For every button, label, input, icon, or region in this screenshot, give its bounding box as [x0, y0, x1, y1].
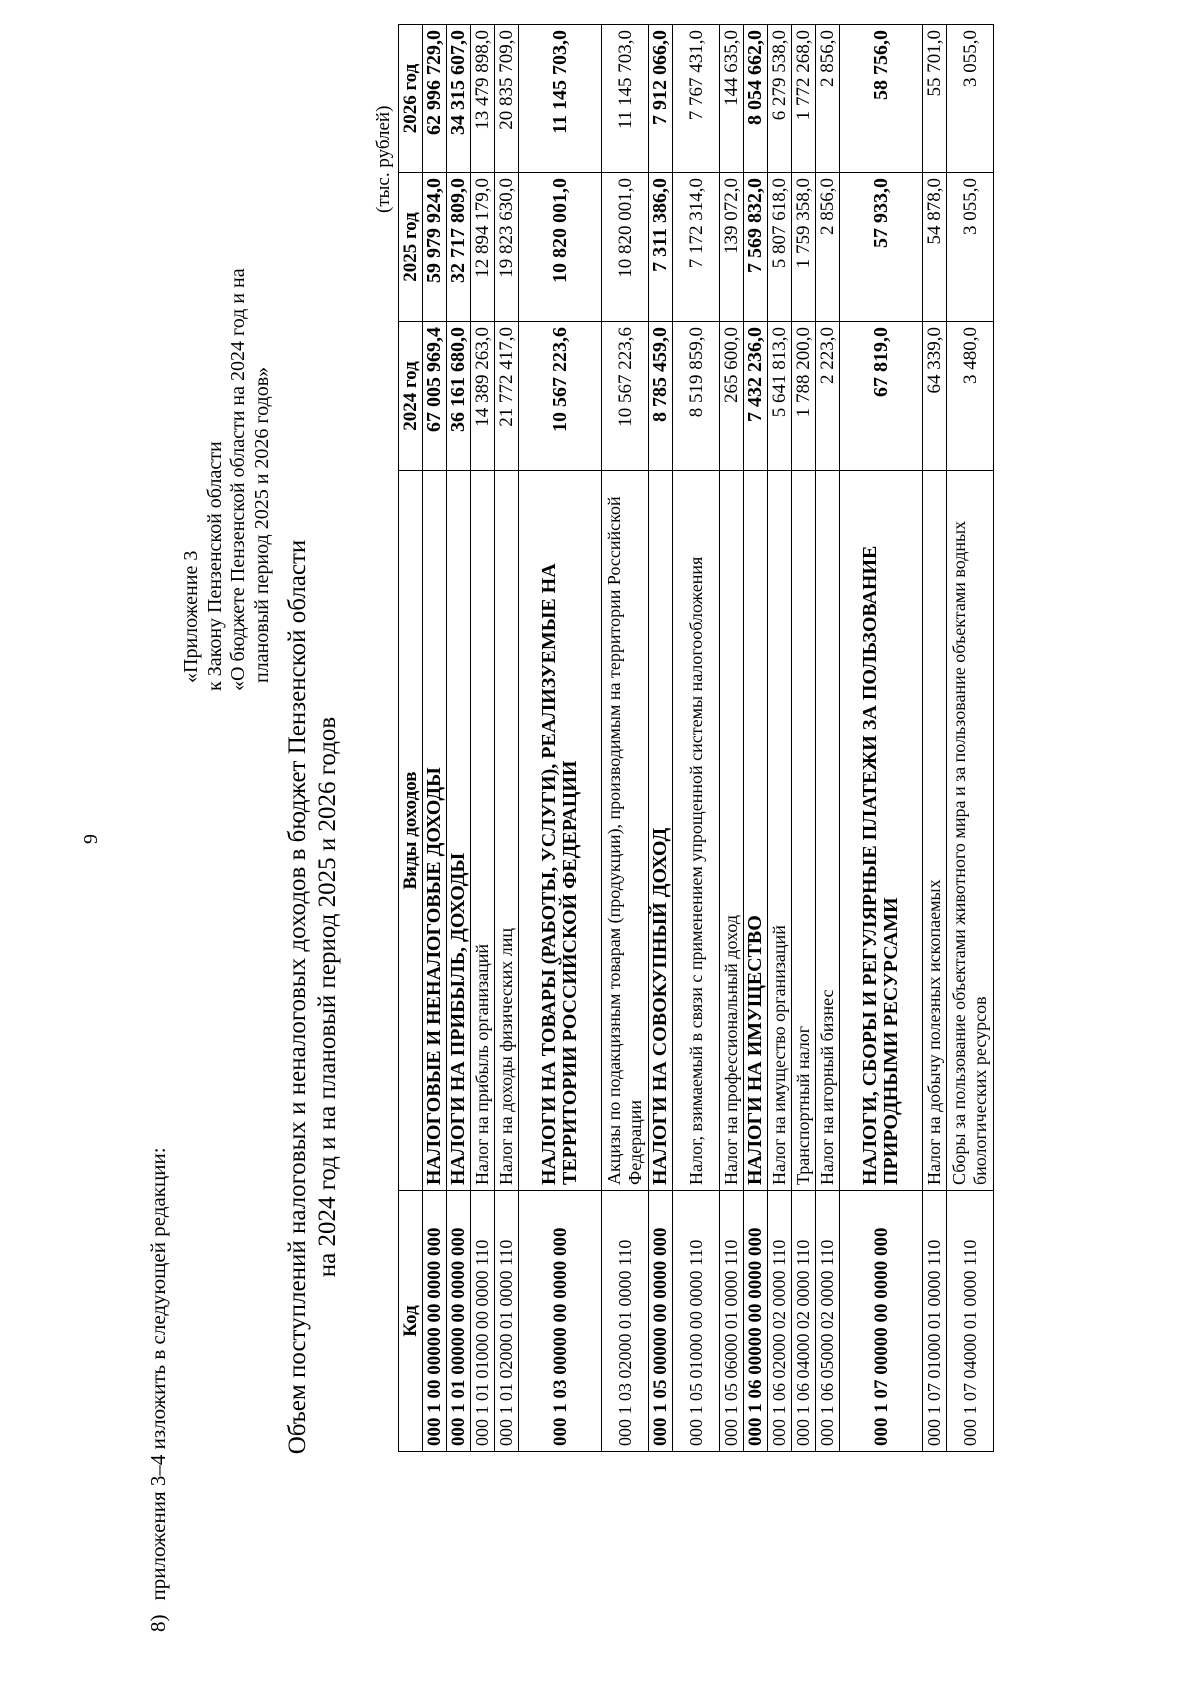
column-header-2024: 2024 год [399, 322, 423, 471]
cell-2025-value: 19 823 630,0 [495, 173, 519, 322]
amendment-intro-text: приложения 3–4 изложить в следующей редакции: [146, 1147, 170, 1601]
table-body [423, 25, 994, 1452]
cell-2024-value: 265 600,0 [720, 322, 744, 471]
table-row [495, 25, 519, 1452]
cell-2026-value: 7 767 431,0 [673, 25, 720, 173]
appendix-header-line: плановый период 2025 и 2026 годов» [250, 366, 273, 683]
cell-2024-value: 1 788 200,0 [792, 322, 816, 471]
cell-2026-value: 144 635,0 [720, 25, 744, 173]
cell-code: 000 1 01 00000 00 0000 000 [447, 1191, 471, 1452]
cell-2026-value: 62 996 729,0 [423, 25, 447, 173]
cell-income-type: НАЛОГОВЫЕ И НЕНАЛОГОВЫЕ ДОХОДЫ [423, 471, 447, 1191]
cell-2025-value: 5 807 618,0 [768, 173, 792, 322]
table-row [447, 25, 471, 1452]
cell-income-type: Сборы за пользование объектами животного мира и за пользование объектами водных биологических ресурсов [947, 471, 994, 1191]
cell-2026-value: 11 145 703,0 [519, 25, 602, 173]
cell-2024-value: 67 819,0 [840, 322, 923, 471]
income-table [398, 24, 994, 1452]
cell-code: 000 1 05 06000 01 0000 110 [720, 1191, 744, 1452]
cell-code: 000 1 00 00000 00 0000 000 [423, 1191, 447, 1452]
cell-code: 000 1 07 00000 00 0000 000 [840, 1191, 923, 1452]
cell-2026-value: 8 054 662,0 [744, 25, 768, 173]
table-row [923, 25, 947, 1452]
page-number: 9 [80, 834, 102, 844]
units-note: (тыс. рублей) [373, 105, 394, 213]
cell-2025-value: 32 717 809,0 [447, 173, 471, 322]
cell-2024-value: 10 567 223,6 [519, 322, 602, 471]
cell-code: 000 1 06 04000 02 0000 110 [792, 1191, 816, 1452]
cell-2024-value: 5 641 813,0 [768, 322, 792, 471]
cell-2025-value: 10 820 001,0 [602, 173, 649, 322]
cell-2024-value: 3 480,0 [947, 322, 994, 471]
amendment-intro [146, 1147, 171, 1632]
cell-2024-value: 21 772 417,0 [495, 322, 519, 471]
table-row [673, 25, 720, 1452]
cell-code: 000 1 05 01000 00 0000 110 [673, 1191, 720, 1452]
cell-code: 000 1 03 02000 01 0000 110 [602, 1191, 649, 1452]
amendment-item-number: 8) [146, 1614, 170, 1632]
cell-income-type: Транспортный налог [792, 471, 816, 1191]
table-row [744, 25, 768, 1452]
cell-2026-value: 2 856,0 [816, 25, 840, 173]
cell-2026-value: 34 315 607,0 [447, 25, 471, 173]
cell-code: 000 1 07 01000 01 0000 110 [923, 1191, 947, 1452]
table-row [816, 25, 840, 1452]
table-row [720, 25, 744, 1452]
cell-2025-value: 59 979 924,0 [423, 173, 447, 322]
table-row [471, 25, 495, 1452]
cell-income-type: Налог на прибыль организаций [471, 471, 495, 1191]
column-header-code: Код [399, 1191, 423, 1452]
table-row [602, 25, 649, 1452]
cell-income-type: Налог на профессиональный доход [720, 471, 744, 1191]
cell-income-type: НАЛОГИ НА ТОВАРЫ (РАБОТЫ, УСЛУГИ), РЕАЛИЗУЕМЫЕ НА ТЕРРИТОРИИ РОССИЙСКОЙ ФЕДЕРАЦИИ [519, 471, 602, 1191]
cell-code: 000 1 01 01000 00 0000 110 [471, 1191, 495, 1452]
cell-code: 000 1 06 02000 02 0000 110 [768, 1191, 792, 1452]
cell-code: 000 1 06 05000 02 0000 110 [816, 1191, 840, 1452]
cell-2024-value: 67 005 969,4 [423, 322, 447, 471]
appendix-header-line: «О бюджете Пензенской области на 2024 год и на [227, 268, 249, 691]
column-header-name: Виды доходов [399, 471, 423, 1191]
cell-2026-value: 11 145 703,0 [602, 25, 649, 173]
cell-2025-value: 54 878,0 [923, 173, 947, 322]
appendix-header-line: к Закону Пензенской области [203, 441, 226, 691]
cell-2025-value: 2 856,0 [816, 173, 840, 322]
table-header-row [399, 25, 423, 1452]
table-row [947, 25, 994, 1452]
cell-2025-value: 3 055,0 [947, 173, 994, 322]
cell-2026-value: 13 479 898,0 [471, 25, 495, 173]
cell-2024-value: 10 567 223,6 [602, 322, 649, 471]
cell-2024-value: 36 161 680,0 [447, 322, 471, 471]
column-header-2025: 2025 год [399, 173, 423, 322]
cell-2024-value: 14 389 263,0 [471, 322, 495, 471]
cell-2026-value: 1 772 268,0 [792, 25, 816, 173]
document-title-line: Объем поступлений налоговых и неналоговых доходов в бюджет Пензенской области [284, 539, 311, 1455]
cell-income-type: НАЛОГИ НА ИМУЩЕСТВО [744, 471, 768, 1191]
cell-2024-value: 7 432 236,0 [744, 322, 768, 471]
cell-2025-value: 1 759 358,0 [792, 173, 816, 322]
cell-2026-value: 7 912 066,0 [649, 25, 673, 173]
table-row [649, 25, 673, 1452]
appendix-header-line: «Приложение 3 [180, 550, 202, 683]
cell-2026-value: 58 756,0 [840, 25, 923, 173]
cell-income-type: Налог, взимаемый в связи с применением упрощенной системы налогообложения [673, 471, 720, 1191]
cell-2024-value: 8 519 859,0 [673, 322, 720, 471]
cell-income-type: НАЛОГИ НА ПРИБЫЛЬ, ДОХОДЫ [447, 471, 471, 1191]
cell-income-type: Налог на доходы физических лиц [495, 471, 519, 1191]
cell-2025-value: 57 933,0 [840, 173, 923, 322]
cell-code: 000 1 07 04000 01 0000 110 [947, 1191, 994, 1452]
cell-2025-value: 7 311 386,0 [649, 173, 673, 322]
cell-2025-value: 12 894 179,0 [471, 173, 495, 322]
appendix-header [180, 268, 274, 691]
cell-income-type: Налог на игорный бизнес [816, 471, 840, 1191]
cell-income-type: Акцизы по подакцизным товарам (продукции), производимым на территории Российской Федерации [602, 471, 649, 1191]
cell-2025-value: 139 072,0 [720, 173, 744, 322]
cell-2024-value: 64 339,0 [923, 322, 947, 471]
column-header-2026: 2026 год [399, 25, 423, 173]
cell-2024-value: 2 223,0 [816, 322, 840, 471]
cell-code: 000 1 06 00000 00 0000 000 [744, 1191, 768, 1452]
cell-income-type: НАЛОГИ НА СОВОКУПНЫЙ ДОХОД [649, 471, 673, 1191]
table-row [792, 25, 816, 1452]
cell-2026-value: 55 701,0 [923, 25, 947, 173]
document-title-line: на 2024 год и на плановый период 2025 и 2026 годов [314, 716, 341, 1278]
table-row [423, 25, 447, 1452]
document-title [283, 497, 343, 1497]
cell-code: 000 1 05 00000 00 0000 000 [649, 1191, 673, 1452]
cell-code: 000 1 01 02000 01 0000 110 [495, 1191, 519, 1452]
cell-2025-value: 10 820 001,0 [519, 173, 602, 322]
cell-2025-value: 7 569 832,0 [744, 173, 768, 322]
cell-2026-value: 6 279 538,0 [768, 25, 792, 173]
table-row [768, 25, 792, 1452]
table-row [840, 25, 923, 1452]
cell-2026-value: 3 055,0 [947, 25, 994, 173]
cell-2026-value: 20 835 709,0 [495, 25, 519, 173]
cell-2024-value: 8 785 459,0 [649, 322, 673, 471]
cell-2025-value: 7 172 314,0 [673, 173, 720, 322]
cell-income-type: Налог на добычу полезных ископаемых [923, 471, 947, 1191]
cell-income-type: НАЛОГИ, СБОРЫ И РЕГУЛЯРНЫЕ ПЛАТЕЖИ ЗА ПОЛЬЗОВАНИЕ ПРИРОДНЫМИ РЕСУРСАМИ [840, 471, 923, 1191]
table-row [519, 25, 602, 1452]
cell-income-type: Налог на имущество организаций [768, 471, 792, 1191]
cell-code: 000 1 03 00000 00 0000 000 [519, 1191, 602, 1452]
